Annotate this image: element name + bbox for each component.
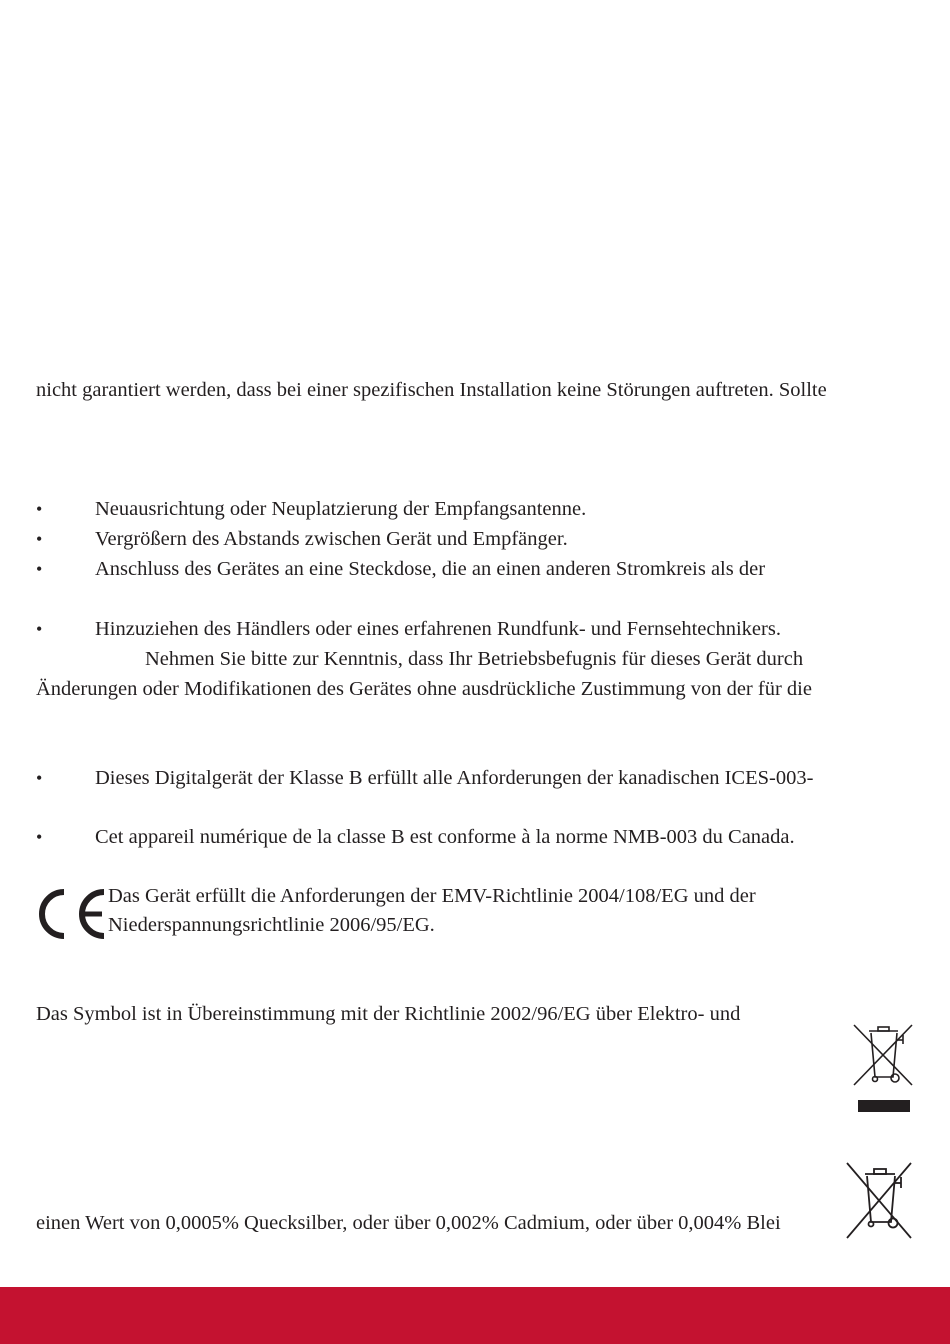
list-item: Cet appareil numérique de la classe B est conforme à la norme NMB-003 du Canada.	[95, 826, 795, 848]
list-item: Hinzuziehen des Händlers oder eines erfahrenen Rundfunk- und Fernsehtechnikers.	[95, 618, 781, 640]
list-item: Neuausrichtung oder Neuplatzierung der Empfangsantenne.	[95, 498, 587, 520]
list-bullet: •	[36, 529, 43, 549]
ce-statement-line-1: Das Gerät erfüllt die Anforderungen der EMV-Richtlinie 2004/108/EG und der	[108, 885, 756, 907]
list-bullet: •	[36, 559, 43, 579]
list-bullet: •	[36, 827, 43, 847]
crossed-out-wheelie-bin-icon	[845, 1160, 913, 1240]
footer-brand-bar	[0, 1287, 950, 1344]
weee-statement-line-1: Das Symbol ist in Übereinstimmung mit der Richtlinie 2002/96/EG über Elektro- und	[36, 1003, 741, 1025]
ce-statement-line-2: Niederspannungsrichtlinie 2006/95/EG.	[108, 914, 435, 936]
weee-statement-line-2: einen Wert von 0,0005% Quecksilber, oder über 0,002% Cadmium, oder über 0,004% Blei	[36, 1212, 781, 1234]
list-bullet: •	[36, 619, 43, 639]
list-item: Dieses Digitalgerät der Klasse B erfüllt alle Anforderungen der kanadischen ICES-003-	[95, 767, 814, 789]
paragraph-note-line-2: Änderungen oder Modifikationen des Gerätes ohne ausdrückliche Zustimmung von der für die	[36, 678, 812, 700]
crossed-out-wheelie-bin-with-bar-icon	[852, 1022, 914, 1114]
list-bullet: •	[36, 499, 43, 519]
paragraph-fcc-interference: nicht garantiert werden, dass bei einer spezifischen Installation keine Störungen auftreten. Sollte	[36, 379, 827, 401]
paragraph-note-line-1: Nehmen Sie bitte zur Kenntnis, dass Ihr Betriebsbefugnis für dieses Gerät durch	[145, 648, 804, 670]
list-item: Anschluss des Gerätes an eine Steckdose, die an einen anderen Stromkreis als der	[95, 558, 766, 580]
list-item: Vergrößern des Abstands zwischen Gerät und Empfänger.	[95, 528, 568, 550]
ce-mark-icon	[34, 884, 108, 944]
list-bullet: •	[36, 768, 43, 788]
